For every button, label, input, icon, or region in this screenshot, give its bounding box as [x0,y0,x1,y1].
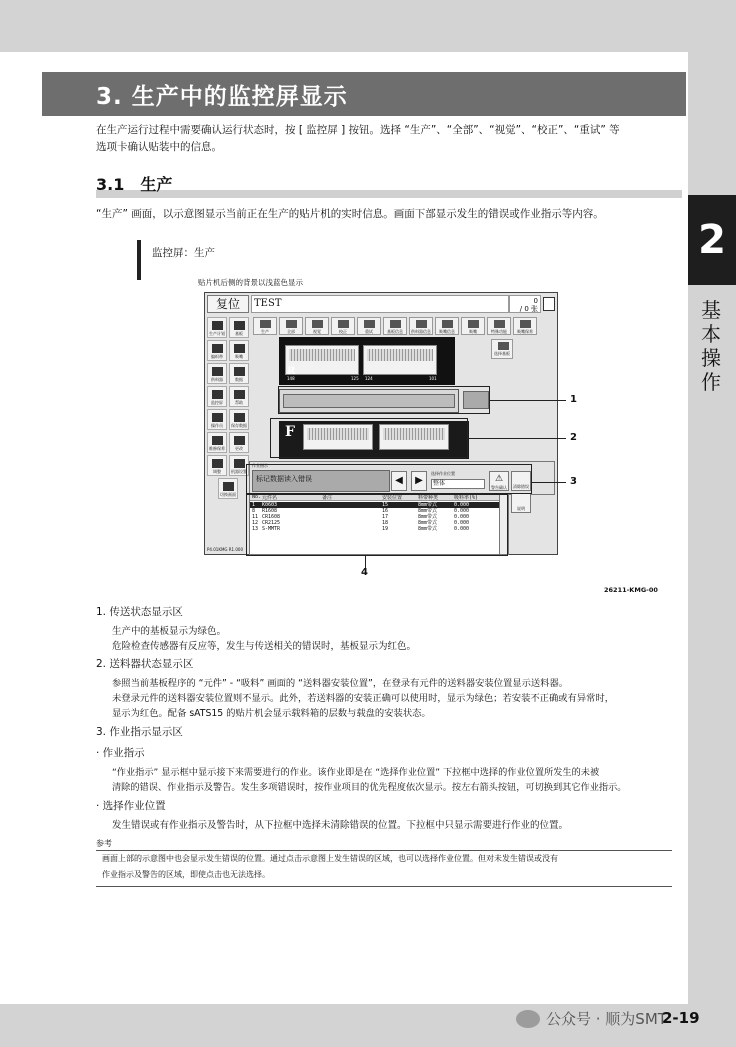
tab-all[interactable]: 全部 [279,317,303,335]
note-line-2: 作业指示及警告的区域，即使点击也无法选择。 [102,870,270,879]
select-position-dropdown[interactable]: 整体 [431,479,485,489]
switch-icon [223,482,234,491]
figure-caption: 贴片机后侧的背景以浅蓝色显示 [198,278,303,287]
item-5-line-1: 发生错误或有作业指示及警告时，从下拉框中选择未清除错误的位置。下拉框中只显示需要进行作业的位置。 [112,820,569,831]
subsection-title: 3.1 生产 [96,175,173,194]
settings-icon [234,459,245,468]
sidebar-item-nozzle[interactable]: 吸嘴 [229,340,249,361]
feeder-icon [212,367,223,376]
tab-nozzle-info[interactable]: 吸嘴信息 [435,317,459,335]
nozzle-icon [234,344,245,353]
item-2-line-2: 未登录元件的送料器安装位置则不显示。此外，若送料器的安装正确可以使用时，显示为绿色；若安装不正确或有异常时， [112,693,615,704]
correction-icon [338,320,349,328]
sidebar-item-plan[interactable]: 生产计划 [207,317,227,338]
tab-nozzle-maintenance[interactable]: 吸嘴保养 [513,317,537,335]
table-row[interactable]: 1 K0603 15 8mm带式 0.000 [250,502,500,508]
wechat-icon [516,1010,540,1028]
note-label: 参考 [96,839,112,848]
board-count: 0 / 0 张 [509,295,541,313]
all-icon [286,320,297,328]
note-bottom-rule [96,886,672,887]
program-title: TEST [251,295,509,313]
item-2-title: 2. 送料器状态显示区 [96,658,194,670]
callout-box-4 [246,494,508,556]
adjust-icon [212,459,223,468]
plan-icon [212,321,223,330]
front-side-letter: F [285,424,295,440]
warning-icon: ⚠ [494,474,504,484]
software-version: P4.01KMG R1.000 [207,547,243,552]
select-board-button[interactable]: 选择基板 [491,339,513,359]
tab-nozzle[interactable]: 吸嘴 [461,317,485,335]
callout-number-1: 1 [570,394,577,405]
figure-id: 26211-KMG-00 [604,586,658,594]
callout-box-1 [278,386,490,414]
intro-line-1: 在生产运行过程中需要确认运行状态时，按 [ 监控屏 ] 按钮。选择 “生产”、“全部”、“视觉”、“校正”、“重试” 等 [96,124,620,136]
table-row[interactable]: 11 CR1608 17 8mm带式 0.000 [252,514,470,520]
table-row[interactable]: 13 S-MMTR 19 8mm带式 0.000 [252,526,470,532]
page-number: 2-19 [662,1009,700,1027]
item-2-line-1: 参照当前基板程序的 “元件” - “吸料” 画面的 “送料器安装位置”，在登录有元件的送料器安装位置显示送料器。 [112,678,569,689]
table-row[interactable]: 12 CR2125 18 8mm带式 0.000 [252,520,470,526]
item-4-title: · 作业指示 [96,747,145,759]
warning-confirm-button[interactable]: ⚠ 警告确认 [489,471,509,491]
feeder-area-rear[interactable]: 148 125 124 101 [279,337,455,385]
item-1-title: 1. 传送状态显示区 [96,606,183,618]
sidebar-item-save[interactable]: 保存数据 [229,409,249,430]
callout-number-3: 3 [570,476,577,487]
rear-feeder-bank-right [363,345,437,375]
monitor-tabs [253,317,557,335]
sidebar-item-feeder[interactable]: 供料器 [207,363,227,384]
clear-error-button[interactable]: 清除错误 [511,471,531,491]
select-board-icon [498,342,509,350]
sidebar-item-maintenance[interactable]: 维修保养 [207,432,227,453]
sidebar-item-change[interactable]: 更改 [229,432,249,453]
callout-number-2: 2 [570,432,577,443]
help-icon [234,390,245,399]
arrow-right-icon: ▶ [415,475,423,486]
tab-correction[interactable]: 校正 [331,317,355,335]
nozzle-info-icon [442,320,453,328]
table-header: No. 元件名 备注 安装位置 料带种类 吸料率(%) [250,494,506,501]
sidebar-item-machine-settings[interactable]: 机器设置 [229,455,249,476]
retry-icon [364,320,375,328]
subsection-description: “生产” 画面，以示意图显示当前正在生产的贴片机的实时信息。画面下部显示发生的错误或作业指示等内容。 [96,208,604,220]
tab-board-info[interactable]: 基板信息 [383,317,407,335]
reset-button[interactable]: 复位 [207,295,249,313]
data-icon [234,367,245,376]
instruction-message: 标记数据读入错误 [252,470,390,492]
tape-icon [212,344,223,353]
feeder-info-icon [416,320,427,328]
screen-label-bar [137,240,141,280]
callout-line-3 [532,482,566,483]
close-icon[interactable] [543,297,555,311]
sidebar-item-adjust[interactable]: 调整 [207,455,227,476]
watermark: 公众号 · 顺为SMT [546,1010,667,1028]
arrow-left-icon: ◀ [395,475,403,486]
special-icon [494,320,505,328]
operator-icon [212,413,223,422]
tab-production[interactable]: 生产 [253,317,277,335]
item-3-title: 3. 作业指示显示区 [96,726,183,738]
item-1-line-2: 危险检查传感器有反应等，发生与传送相关的错误时，基板显示为红色。 [112,641,417,652]
help-button[interactable]: 说明 [511,493,531,513]
monitor-icon [212,390,223,399]
production-icon [260,320,271,328]
nozzle-tab-icon [468,320,479,328]
callout-box-3 [246,464,532,494]
rear-side-letter: R [287,366,296,377]
tab-retry[interactable]: 重试 [357,317,381,335]
sidebar-item-monitor[interactable]: 监控屏 [207,386,227,407]
sidebar-item-data[interactable]: 数据 [229,363,249,384]
callout-line-1 [490,400,566,401]
sidebar-item-operator[interactable]: 操作员 [207,409,227,430]
sidebar-item-help[interactable]: 帮助 [229,386,249,407]
section-header-bar [42,72,686,116]
nozzle-maintenance-icon [520,320,531,328]
section-heading: 3. 生产中的监控屏显示 [96,84,348,110]
sidebar [207,317,251,527]
chapter-number-tab: 2 [688,195,736,285]
camera-icon [312,320,323,328]
item-5-title: · 选择作业位置 [96,800,166,812]
callout-number-4: 4 [361,567,368,578]
instruction-label: 作业指示 [252,463,268,468]
screen-label: 监控屏：生产 [152,247,215,259]
item-4-line-2: 清除的错误、作业指示及警告。发生多项错误时，按作业项目的优先程度依次显示。按左右箭头按钮，可切换到其它作业指示。 [112,782,627,793]
tab-feeder-info[interactable]: 供料器信息 [409,317,433,335]
table-row[interactable]: 8 R1608 16 8mm带式 0.000 [252,508,470,514]
tab-special[interactable]: 特殊功能 [487,317,511,335]
callout-line-2 [468,438,566,439]
subsection-rule [96,190,682,198]
item-1-line-1: 生产中的基板显示为绿色。 [112,626,227,637]
top-margin-band [0,0,736,52]
rear-feeder-bank-left [285,345,359,375]
item-2-line-3: 显示为红色。配备 sATS15 的贴片机会显示载料箱的层数与载盘的安装状态。 [112,708,431,719]
select-position-label: 选择作业位置 [431,471,455,476]
tab-vision[interactable]: 视觉 [305,317,329,335]
intro-line-2: 选项卡确认贴装中的信息。 [96,141,222,153]
wrench-icon [212,436,223,445]
sidebar-item-switch-screen[interactable]: 切换画面 [218,478,238,499]
sidebar-item-board[interactable]: 基板 [229,317,249,338]
chapter-title: 基 本 操 作 [701,298,721,394]
board-info-icon [390,320,401,328]
sidebar-item-tape[interactable]: 编织带 [207,340,227,361]
callout-box-2 [270,418,468,458]
item-4-line-1: “作业指示” 显示框中显示接下来需要进行的作业。该作业即是在 “选择作业位置” 下拉框中选择的作业位置所发生的未被 [112,767,600,778]
board-icon [234,321,245,330]
save-icon [234,413,245,422]
change-icon [234,436,245,445]
note-line-1: 画面上部的示意图中也会显示发生错误的位置。通过点击示意图上发生错误的区域，也可以选择作业位置。但对未发生错误或没有 [102,854,558,863]
